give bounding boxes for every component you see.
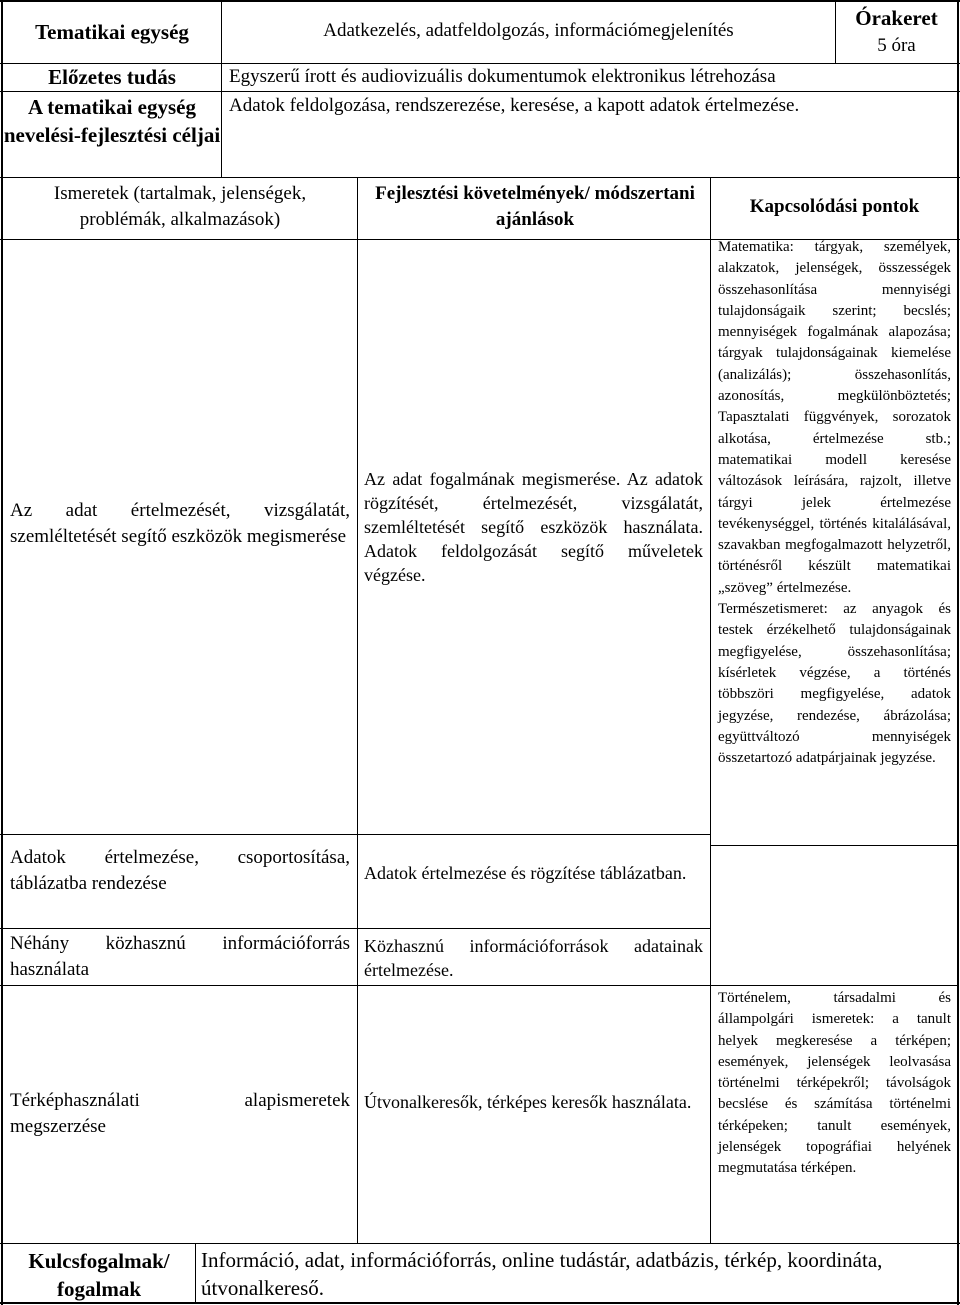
column-divider-2 [710, 177, 711, 1243]
orakeret-value: 5 óra [877, 35, 916, 56]
header-divider-2 [0, 91, 960, 92]
table-border-right [957, 0, 959, 1305]
kapcs-matematika [718, 237, 951, 769]
kapcs-termeszetismeret-text: Természetismeret: az anyagok és testek érzékelhető tulajdonságainak megfigyelése, összehasonlítása; kísérletek végzése, a történés többszöri megfigyelése, adatok jegyzése, rendezése, ábrázolása; együttváltozó mennyiségek összetartozó adatpárjainak jegyzése. [718, 601, 951, 767]
row-divider-2 [0, 928, 710, 929]
row1-ismeretek: Az adat értelmezését, vizsgálatát, szemléltetését segítő eszközök megismerése [10, 500, 350, 547]
header-divider-3 [0, 177, 960, 178]
column-divider-1 [357, 177, 358, 1243]
col1-header: Ismeretek (tartalmak, jelenségek, problémák, alkalmazások) [53, 183, 307, 230]
row3-ismeretek: Néhány közhasznú információforrás használata [10, 933, 350, 980]
row-divider-kapcs [710, 845, 958, 846]
row3-fejlesztes: Közhasznú információforrások adatainak értelmezése. [364, 936, 703, 980]
tematikai-egyseg-label: Tematikai egység [35, 20, 189, 44]
kapcs-matematika-text: Matematika: tárgyak, személyek, alakzatok, jelenségek, összességek összehasonlítása mennyiségi tulajdonságaik szerint; becslés; mennyiségek fogalmának alapozása; tárgyak tulajdonságainak kiemelése (analizálás); összehasonlítás, azonosítás, megkülönböztetés; Tapasztalati függvények, sorozatok alkotása, értelmezése stb.; matematikai modell keresése változások leírására, rajzolt, illetve tárgyi jelek értelmezése tevékenységgel, történés kitalálásával, szavakban megfogalmazott helyzetről, történésről készült matematikai „szöveg” értelmezése. [718, 239, 951, 596]
row-divider-1 [0, 834, 710, 835]
table-border-left [1, 0, 3, 1305]
col3-header: Kapcsolódási pontok [749, 196, 920, 217]
row-divider-3 [0, 985, 958, 986]
kulcs-divider [0, 1243, 960, 1244]
row2-fejlesztes: Adatok értelmezése és rögzítése táblázatban. [364, 863, 687, 883]
kulcs-value: Információ, adat, információforrás, online tudástár, adatbázis, térkép, koordináta, útvonalkereső. [201, 1248, 883, 1300]
col2-header: Fejlesztési követelmények/ módszertani ajánlások [375, 183, 695, 230]
celok-value: Adatok feldolgozása, rendszerezése, keresése, a kapott adatok értelmezése. [229, 95, 800, 116]
row4-ismeretek: Térképhasználati alapismeretek megszerzése [10, 1090, 350, 1137]
kulcs-label: Kulcsfogalmak/ fogalmak [28, 1249, 170, 1301]
table-border-top [0, 0, 960, 2]
kapcs-tortenelem: Történelem, társadalmi és állampolgári ismeretek: a tanult helyek megkeresése a térképen; események, jelenségek leolvasása történelmi térképekről; távolságok becslése és számítása történelmi térképeken; tanult események, jelenségek topográfiai helyének megmutatása térképen. [718, 990, 951, 1177]
row4-fejlesztes: Útvonalkeresők, térképes keresők használata. [364, 1092, 692, 1112]
row2-ismeretek: Adatok értelmezése, csoportosítása, táblázatba rendezése [10, 847, 350, 894]
row1-fejlesztes: Az adat fogalmának megismerése. Az adatok rögzítését, értelmezését, vizsgálatát, szemléltetését segítő eszközök használata. Adatok feldolgozását segítő műveletek végzése. [364, 469, 703, 585]
tematikai-egyseg-value: Adatkezelés, adatfeldolgozás, információmegjelenítés [323, 20, 734, 41]
elozetes-value: Egyszerű írott és audiovizuális dokumentumok elektronikus létrehozása [229, 66, 776, 87]
kulcs-label-divider [195, 1243, 196, 1303]
celok-label: A tematikai egység nevelési-fejlesztési céljai [3, 95, 221, 147]
orakeret-label: Órakeret [855, 6, 938, 30]
elozetes-label: Előzetes tudás [48, 65, 176, 89]
